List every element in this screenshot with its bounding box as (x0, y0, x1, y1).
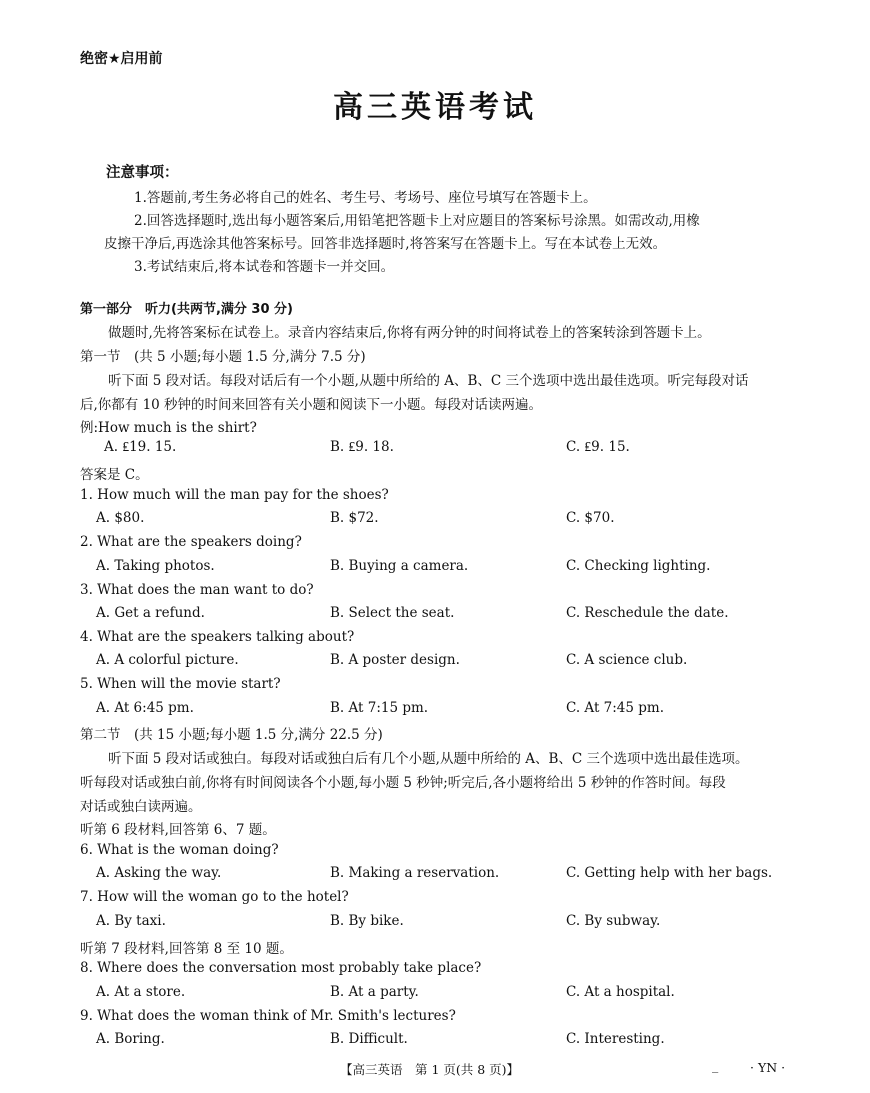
material-7-heading: 听第 7 段材料,回答第 8 至 10 题。 (80, 941, 293, 957)
question-8-option-a: A. At a store. (96, 984, 186, 1000)
notice-line-1: 1.答题前,考生务必将自己的姓名、考生号、考场号、座位号填写在答题卡上。 (134, 190, 597, 206)
question-9-option-b: B. Difficult. (330, 1031, 408, 1047)
question-3-option-a: A. Get a refund. (96, 605, 205, 621)
question-5-option-b: B. At 7:15 pm. (330, 700, 429, 716)
question-8: 8. Where does the conversation most probably take place? (80, 960, 482, 976)
notice-line-4: 3.考试结束后,将本试卷和答题卡一并交回。 (134, 259, 395, 275)
section2-intro-3: 对话或独白读两遍。 (80, 799, 202, 815)
question-4: 4. What are the speakers talking about? (80, 629, 355, 645)
question-7-option-b: B. By bike. (330, 913, 404, 929)
question-3-option-b: B. Select the seat. (330, 605, 455, 621)
example-question: 例:How much is the shirt? (80, 420, 257, 436)
page-footer: 【高三英语 第 1 页(共 8 页)】 (340, 1062, 520, 1077)
example-option-c: C. ₤9. 15. (566, 439, 630, 455)
question-3-option-c: C. Reschedule the date. (566, 605, 729, 621)
question-7-option-c: C. By subway. (566, 913, 661, 929)
question-8-option-c: C. At a hospital. (566, 984, 675, 1000)
question-4-option-c: C. A science club. (566, 652, 688, 668)
question-2-option-a: A. Taking photos. (96, 558, 215, 574)
question-3: 3. What does the man want to do? (80, 582, 314, 598)
question-9-option-a: A. Boring. (96, 1031, 165, 1047)
example-option-b: B. ₤9. 18. (330, 439, 394, 455)
example-answer: 答案是 C。 (80, 467, 149, 483)
footer-dash: _ (712, 1058, 719, 1073)
notice-line-2: 2.回答选择题时,选出每小题答案后,用铅笔把答题卡上对应题目的答案标号涂黑。如需改动,用橡 (134, 213, 700, 229)
question-7-option-a: A. By taxi. (96, 913, 166, 929)
section2-intro-1: 听下面 5 段对话或独白。每段对话或独白后有几个小题,从题中所给的 A、B、C 三个选项中选出最佳选项。 (108, 751, 749, 767)
question-6-option-b: B. Making a reservation. (330, 865, 500, 881)
question-4-option-a: A. A colorful picture. (96, 652, 239, 668)
section2-intro-2: 听每段对话或独白前,你将有时间阅读各个小题,每小题 5 秒钟;听完后,各小题将给出 5 秒钟的作答时间。每段 (80, 775, 726, 791)
section1-intro-2: 后,你都有 10 秒钟的时间来回答有关小题和阅读下一小题。每段对话读两遍。 (80, 397, 543, 413)
question-6-option-a: A. Asking the way. (96, 865, 222, 881)
material-6-heading: 听第 6 段材料,回答第 6、7 题。 (80, 822, 276, 838)
part1-title: 第一部分 听力(共两节,满分 30 分) (80, 302, 293, 317)
question-8-option-b: B. At a party. (330, 984, 419, 1000)
question-1-option-c: C. $70. (566, 510, 615, 526)
confidential-label: 绝密★启用前 (80, 51, 163, 67)
section1-title: 第一节 (共 5 小题;每小题 1.5 分,满分 7.5 分) (80, 349, 366, 365)
question-5-option-c: C. At 7:45 pm. (566, 700, 665, 716)
part1-intro: 做题时,先将答案标在试卷上。录音内容结束后,你将有两分钟的时间将试卷上的答案转涂到答题卡上。 (108, 325, 711, 341)
question-9: 9. What does the woman think of Mr. Smith's lectures? (80, 1008, 456, 1024)
question-1: 1. How much will the man pay for the shoes? (80, 487, 389, 503)
page-title: 高三英语考试 (333, 90, 537, 125)
question-5-option-a: A. At 6:45 pm. (96, 700, 194, 716)
question-2-option-c: C. Checking lighting. (566, 558, 711, 574)
section2-title: 第二节 (共 15 小题;每小题 1.5 分,满分 22.5 分) (80, 727, 383, 743)
section1-intro-1: 听下面 5 段对话。每段对话后有一个小题,从题中所给的 A、B、C 三个选项中选出最佳选项。听完每段对话 (108, 373, 749, 389)
footer-code: · YN · (750, 1060, 786, 1075)
question-7: 7. How will the woman go to the hotel? (80, 889, 349, 905)
question-4-option-b: B. A poster design. (330, 652, 460, 668)
question-1-option-a: A. $80. (96, 510, 145, 526)
example-option-a: A. ₤19. 15. (104, 439, 177, 455)
question-2: 2. What are the speakers doing? (80, 534, 302, 550)
question-6: 6. What is the woman doing? (80, 842, 279, 858)
question-9-option-c: C. Interesting. (566, 1031, 665, 1047)
notice-title: 注意事项： (106, 165, 179, 181)
question-1-option-b: B. $72. (330, 510, 379, 526)
question-5: 5. When will the movie start? (80, 676, 281, 692)
question-6-option-c: C. Getting help with her bags. (566, 865, 773, 881)
question-2-option-b: B. Buying a camera. (330, 558, 469, 574)
notice-line-3: 皮擦干净后,再选涂其他答案标号。回答非选择题时,将答案写在答题卡上。写在本试卷上无效。 (104, 236, 667, 252)
